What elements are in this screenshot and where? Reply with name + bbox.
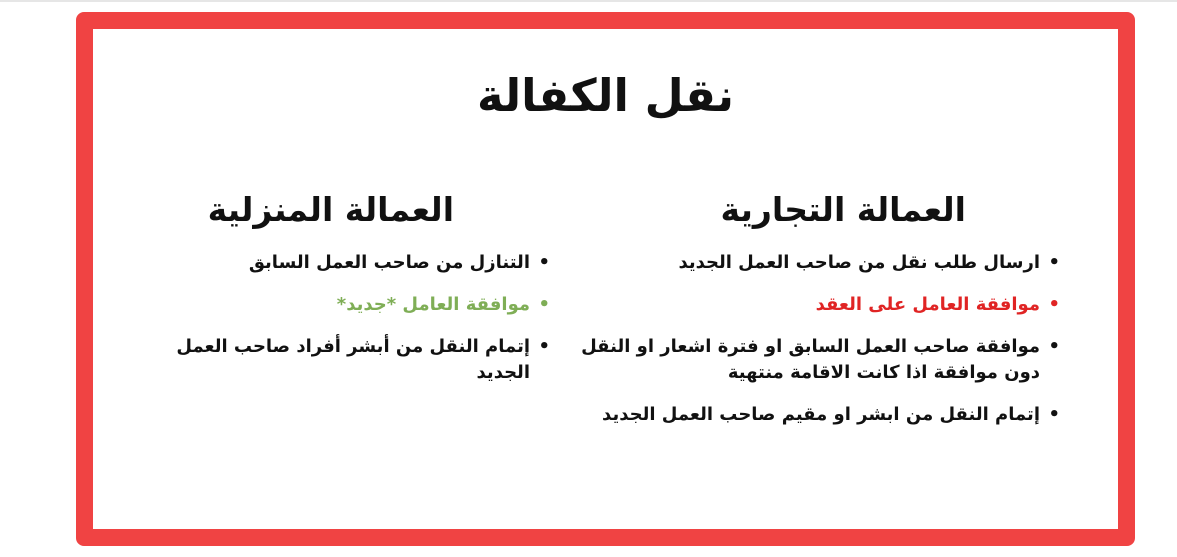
- commercial-heading: العمالة التجارية: [720, 190, 966, 229]
- domestic-step-1: • التنازل من صاحب العمل السابق: [168, 250, 558, 276]
- commercial-step-3: • موافقة صاحب العمل السابق او فترة اشعار او النقل دون موافقة اذا كانت الاقامة منتهية: [578, 334, 1068, 386]
- domestic-step-2: • موافقة العامل *جديد*: [168, 292, 558, 318]
- page-title: نقل الكفالة: [476, 69, 735, 122]
- domestic-heading: العمالة المنزلية: [207, 190, 454, 229]
- domestic-steps-list: [168, 250, 558, 386]
- commercial-steps-list: [578, 250, 1068, 428]
- commercial-step-4: • إتمام النقل من ابشر او مقيم صاحب العمل الجديد: [578, 402, 1068, 428]
- commercial-step-1: • ارسال طلب نقل من صاحب العمل الجديد: [578, 250, 1068, 276]
- domestic-workers-column: [168, 189, 558, 402]
- top-divider: [0, 0, 1177, 2]
- domestic-step-3: • إتمام النقل من أبشر أفراد صاحب العمل الجديد: [168, 334, 558, 386]
- content-frame: [76, 12, 1135, 546]
- commercial-workers-column: [578, 189, 1068, 444]
- commercial-step-2: • موافقة العامل على العقد: [578, 292, 1068, 318]
